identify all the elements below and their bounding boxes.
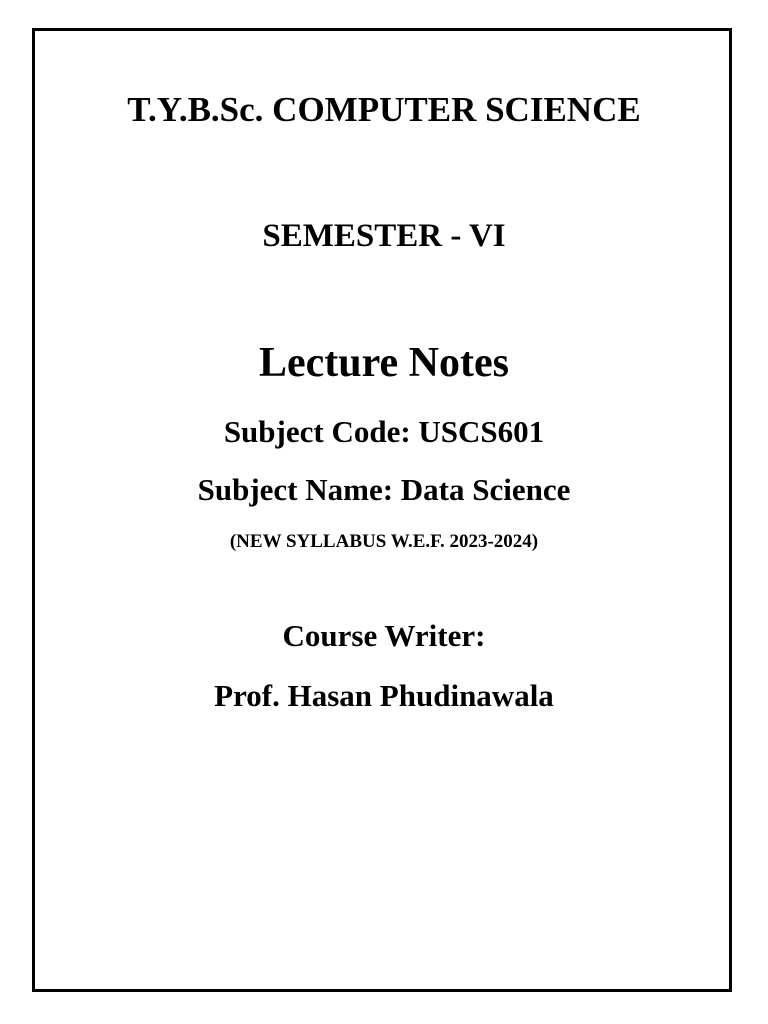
course-writer-label: Course Writer: — [282, 618, 486, 653]
semester-heading: SEMESTER - VI — [262, 218, 506, 254]
course-writer-name: Prof. Hasan Phudinawala — [214, 678, 554, 713]
syllabus-note: (NEW SYLLABUS W.E.F. 2023-2024) — [229, 531, 539, 552]
page-border — [32, 28, 732, 992]
subject-code: Subject Code: USCS601 — [223, 414, 545, 449]
course-title: T.Y.B.Sc. COMPUTER SCIENCE — [127, 90, 641, 129]
subject-name: Subject Name: Data Science — [197, 472, 571, 507]
document-title: Lecture Notes — [259, 340, 509, 386]
